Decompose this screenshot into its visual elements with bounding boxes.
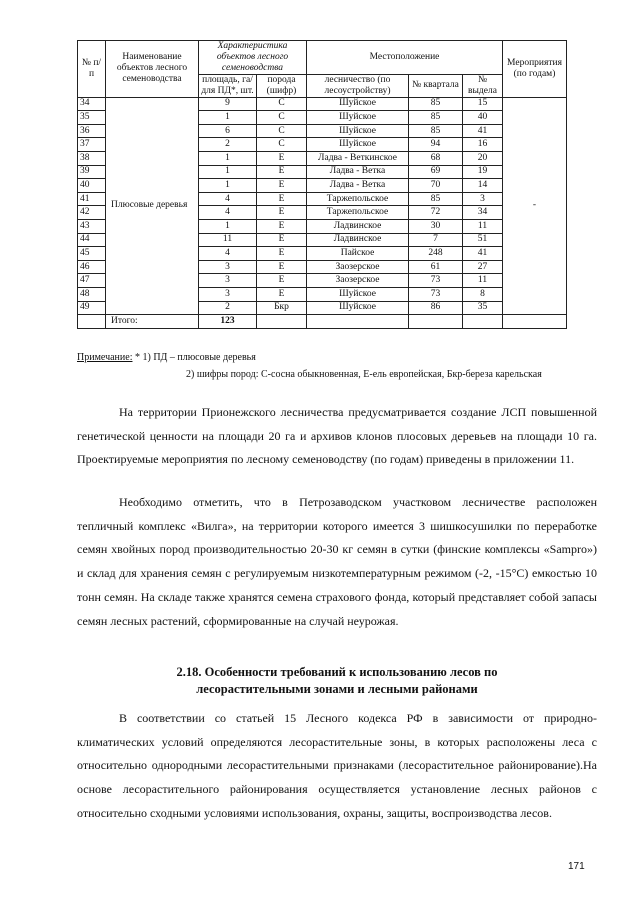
cell-quarter: 68: [409, 151, 463, 165]
header-forestry: лесничество (по лесоустройству): [307, 74, 409, 97]
total-row: [78, 315, 567, 329]
total-empty-cell: [503, 315, 567, 329]
cell-num: 38: [78, 151, 106, 165]
paragraph-2: Необходимо отметить, что в Петрозаводском участковом лесничестве расположен тепличный комплекс «Вилга», на территории которого имеется 3 шишкосушилки по переработке семян хвойных пород производительностью 20-30 кг семян в сутки (финские комплексы «Sampro») и склад для хранения семян с регулируемым низкотемпературным режимом (-2, -15°С) емкостью 10 тонн семян. На складе также хранятся семена страхового фонда, который представляет собой запасы семян лесных растений, сформированные на случай неурожая.: [77, 495, 597, 628]
total-empty-cell: [463, 315, 503, 329]
cell-area: 3: [199, 287, 257, 301]
cell-forestry: Шуйское: [307, 301, 409, 315]
measures-cell: -: [503, 97, 567, 315]
total-empty-cell: [307, 315, 409, 329]
cell-section: 3: [463, 192, 503, 206]
cell-species: С: [257, 138, 307, 152]
total-empty-cell: [409, 315, 463, 329]
cell-quarter: 72: [409, 206, 463, 220]
cell-area: 1: [199, 111, 257, 125]
section-heading-line1: 2.18. Особенности требований к использованию лесов по: [176, 665, 498, 679]
table-row: [78, 97, 567, 111]
cell-area: 4: [199, 206, 257, 220]
seed-objects-table: [77, 40, 567, 329]
cell-species: Е: [257, 192, 307, 206]
cell-num: 47: [78, 274, 106, 288]
cell-forestry: Ладва - Ветка: [307, 165, 409, 179]
cell-forestry: Ладва - Ветка: [307, 179, 409, 193]
cell-quarter: 61: [409, 260, 463, 274]
cell-section: 14: [463, 179, 503, 193]
table-note-line1: [77, 352, 256, 364]
cell-area: 1: [199, 219, 257, 233]
cell-species: Е: [257, 233, 307, 247]
cell-forestry: Ладвинское: [307, 219, 409, 233]
cell-num: 41: [78, 192, 106, 206]
total-label: Итого:: [106, 315, 199, 329]
cell-section: 11: [463, 219, 503, 233]
cell-area: 4: [199, 192, 257, 206]
cell-quarter: 73: [409, 287, 463, 301]
cell-quarter: 94: [409, 138, 463, 152]
cell-num: 44: [78, 233, 106, 247]
cell-area: 3: [199, 260, 257, 274]
cell-quarter: 30: [409, 219, 463, 233]
cell-forestry: Ладва - Веткинское: [307, 151, 409, 165]
section-heading: [77, 664, 597, 698]
cell-species: С: [257, 97, 307, 111]
cell-species: Е: [257, 206, 307, 220]
cell-num: 37: [78, 138, 106, 152]
cell-section: 34: [463, 206, 503, 220]
cell-area: 6: [199, 124, 257, 138]
cell-forestry: Заозерское: [307, 274, 409, 288]
cell-section: 11: [463, 274, 503, 288]
cell-species: Е: [257, 179, 307, 193]
cell-quarter: 86: [409, 301, 463, 315]
cell-num: 35: [78, 111, 106, 125]
cell-species: Е: [257, 165, 307, 179]
cell-num: 34: [78, 97, 106, 111]
page-number: 171: [568, 861, 585, 872]
paragraph-3: В соответствии со статьей 15 Лесного кодекса РФ в зависимости от природно-климатических условий определяются лесорастительные зоны, в которых расположены леса с относительно однородными лесорастительными признаками (лесорастительное районирование).На основе лесорастительного районирования осуществляется установление лесных районов с относительно сходными условиями использования, охраны, защиты, воспроизводства лесов.: [77, 711, 597, 820]
cell-forestry: Шуйское: [307, 97, 409, 111]
cell-num: 48: [78, 287, 106, 301]
header-species: порода (шифр): [257, 74, 307, 97]
cell-section: 27: [463, 260, 503, 274]
cell-forestry: Таржепольское: [307, 192, 409, 206]
cell-area: 1: [199, 151, 257, 165]
header-section: № выдела: [463, 74, 503, 97]
cell-forestry: Шуйское: [307, 124, 409, 138]
cell-species: С: [257, 111, 307, 125]
cell-area: 11: [199, 233, 257, 247]
cell-area: 2: [199, 138, 257, 152]
total-empty-cell: [78, 315, 106, 329]
cell-forestry: Шуйское: [307, 287, 409, 301]
group-name-cell: Плюсовые деревья: [106, 97, 199, 315]
cell-species: С: [257, 124, 307, 138]
cell-section: 8: [463, 287, 503, 301]
cell-area: 9: [199, 97, 257, 111]
header-measures: Мероприятия (по годам): [503, 41, 567, 98]
cell-num: 49: [78, 301, 106, 315]
cell-species: Е: [257, 260, 307, 274]
total-empty-cell: [257, 315, 307, 329]
cell-section: 41: [463, 247, 503, 261]
cell-quarter: 69: [409, 165, 463, 179]
cell-species: Бкр: [257, 301, 307, 315]
cell-area: 3: [199, 274, 257, 288]
cell-species: Е: [257, 287, 307, 301]
cell-species: Е: [257, 274, 307, 288]
cell-section: 40: [463, 111, 503, 125]
cell-forestry: Таржепольское: [307, 206, 409, 220]
cell-species: Е: [257, 151, 307, 165]
note-label: Примечание:: [77, 352, 133, 363]
cell-area: 1: [199, 179, 257, 193]
cell-species: Е: [257, 247, 307, 261]
cell-area: 2: [199, 301, 257, 315]
cell-forestry: Шуйское: [307, 111, 409, 125]
header-characteristic: Характеристика объектов лесного семеноводства: [199, 41, 307, 75]
cell-section: 35: [463, 301, 503, 315]
cell-forestry: Шуйское: [307, 138, 409, 152]
cell-quarter: 7: [409, 233, 463, 247]
cell-quarter: 85: [409, 124, 463, 138]
total-value: 123: [199, 315, 257, 329]
cell-section: 20: [463, 151, 503, 165]
cell-quarter: 73: [409, 274, 463, 288]
cell-section: 41: [463, 124, 503, 138]
paragraph-1: На территории Прионежского лесничества предусматривается создание ЛСП повышенной генетической ценности на площади 20 га и архивов клонов плосовых деревьев на площади 10 га. Проектируемые мероприятия по лесному семеноводству (по годам) приведены в приложении 11.: [77, 405, 597, 467]
cell-num: 36: [78, 124, 106, 138]
cell-forestry: Пайское: [307, 247, 409, 261]
header-quarter: № квартала: [409, 74, 463, 97]
cell-section: 15: [463, 97, 503, 111]
header-location: Местоположение: [307, 41, 503, 75]
cell-quarter: 248: [409, 247, 463, 261]
note-text-1: * 1) ПД – плюсовые деревья: [132, 352, 256, 363]
cell-species: Е: [257, 219, 307, 233]
cell-num: 39: [78, 165, 106, 179]
cell-quarter: 85: [409, 111, 463, 125]
cell-num: 43: [78, 219, 106, 233]
cell-num: 40: [78, 179, 106, 193]
cell-section: 16: [463, 138, 503, 152]
section-heading-line2: лесорастительными зонами и лесными районами: [196, 682, 478, 696]
cell-num: 45: [78, 247, 106, 261]
cell-quarter: 85: [409, 97, 463, 111]
cell-area: 1: [199, 165, 257, 179]
header-name: Наименование объектов лесного семеноводства: [106, 41, 199, 98]
cell-quarter: 70: [409, 179, 463, 193]
header-num: № п/п: [78, 41, 106, 98]
header-area: площадь, га/ для ПД*, шт.: [199, 74, 257, 97]
cell-forestry: Заозерское: [307, 260, 409, 274]
cell-quarter: 85: [409, 192, 463, 206]
cell-num: 42: [78, 206, 106, 220]
cell-num: 46: [78, 260, 106, 274]
cell-section: 51: [463, 233, 503, 247]
note-text-2: 2) шифры пород: С-сосна обыкновенная, Е-ель европейская, Бкр-береза карельская: [186, 369, 542, 380]
cell-area: 4: [199, 247, 257, 261]
cell-section: 19: [463, 165, 503, 179]
cell-forestry: Ладвинское: [307, 233, 409, 247]
